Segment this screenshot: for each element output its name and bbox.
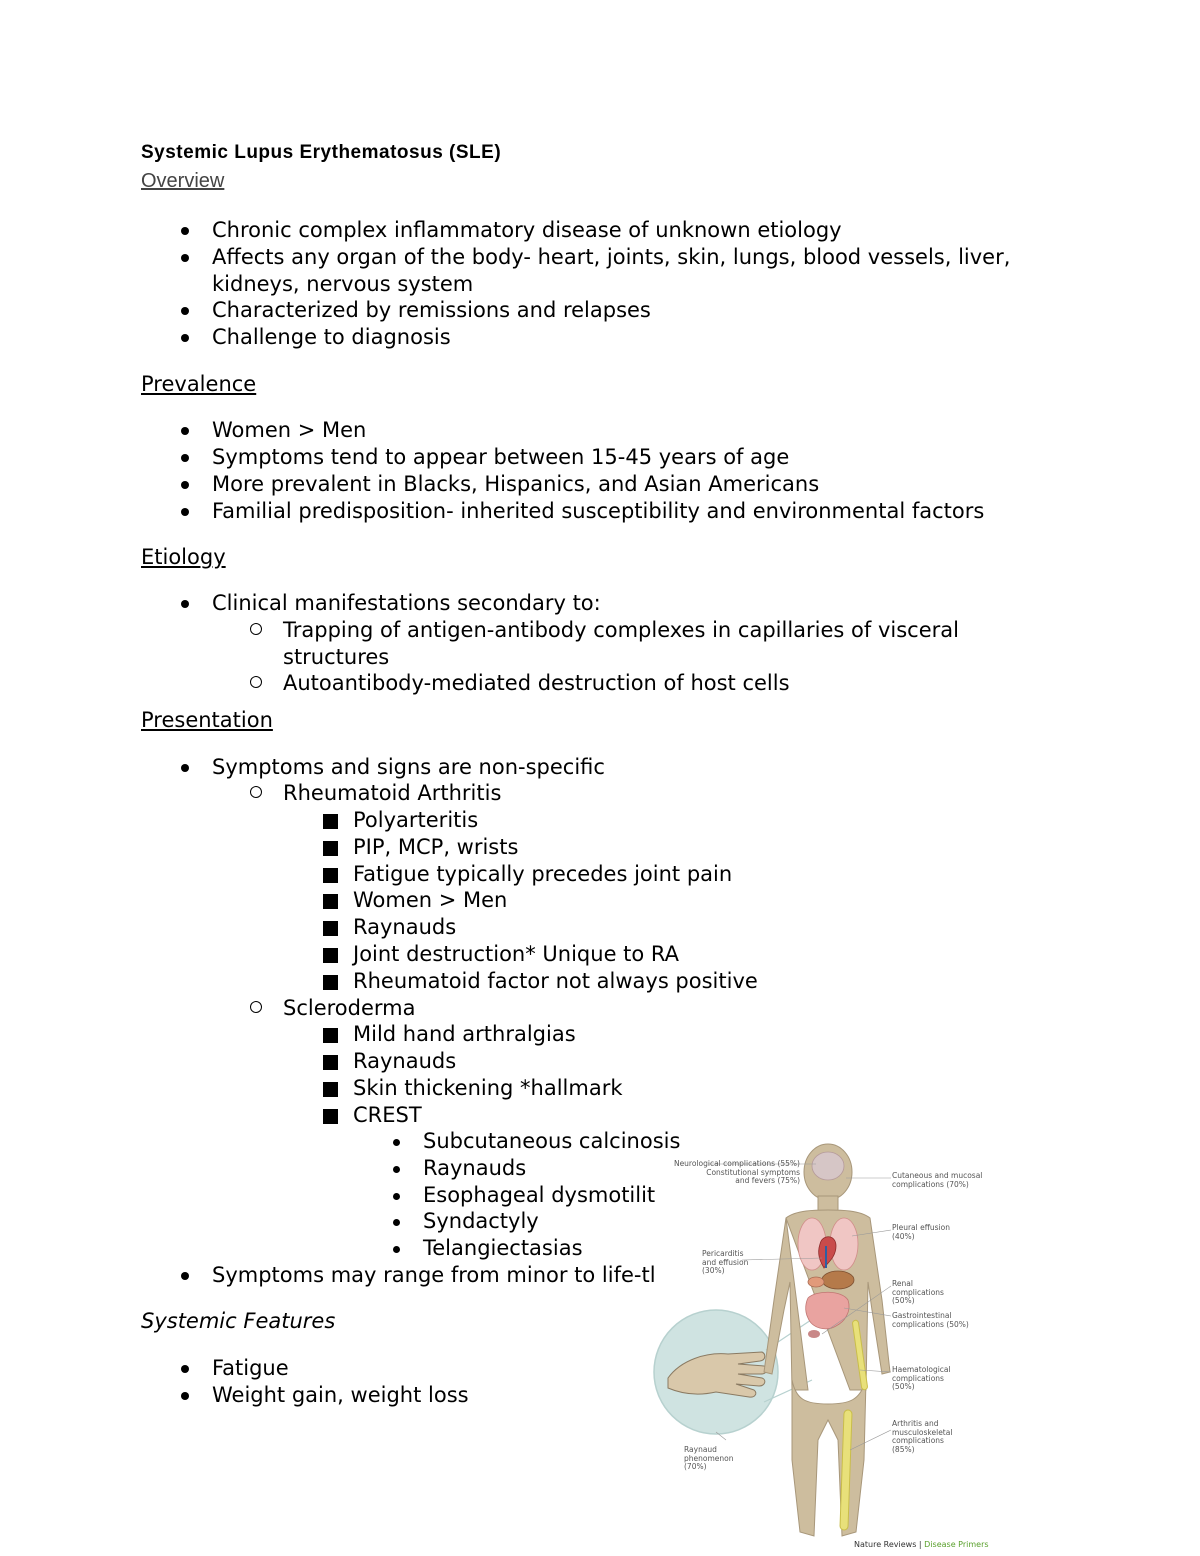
list-item: Women > Men: [212, 417, 366, 444]
figure-label-gi: Gastrointestinal complications (50%): [892, 1311, 969, 1329]
etiology-heading: Etiology: [141, 545, 226, 569]
square-bullet-icon: [323, 921, 338, 936]
sub-sub-list-item: Fatigue typically precedes joint pain: [353, 861, 732, 888]
square-bullet-icon: [323, 868, 338, 883]
human-body-illustration: [646, 1140, 990, 1552]
figure-label-pleural: Pleural effusion (40%): [892, 1223, 950, 1241]
sub-sub-list-item: PIP, MCP, wrists: [353, 834, 518, 861]
bullet-icon: [181, 254, 189, 262]
list-item: Symptoms tend to appear between 15-45 years of age: [212, 444, 789, 471]
bullet-icon: [393, 1166, 400, 1173]
sub-sub-list-item: Polyarteritis: [353, 807, 478, 834]
square-bullet-icon: [323, 1082, 338, 1097]
bullet-icon: [393, 1193, 400, 1200]
list-item: More prevalent in Blacks, Hispanics, and Asian Americans: [212, 471, 819, 498]
sub-sub-list-item: Women > Men: [353, 887, 507, 914]
bullet-icon: [181, 334, 189, 342]
list-item: Clinical manifestations secondary to:: [212, 590, 601, 617]
body-silhouette: [764, 1144, 890, 1536]
bullet-icon: [181, 764, 189, 772]
systemic-features-heading: Systemic Features: [141, 1309, 336, 1333]
list-item: Symptoms may range from minor to life-tl: [212, 1262, 656, 1289]
sub-sub-list-item: Mild hand arthralgias: [353, 1021, 576, 1048]
list-item: Fatigue: [212, 1355, 289, 1382]
square-bullet-icon: [323, 1055, 338, 1070]
sub-sub-list-item: CREST: [353, 1102, 422, 1129]
prevalence-heading: Prevalence: [141, 372, 257, 396]
sub-sub-list-item: Rheumatoid factor not always positive: [353, 968, 758, 995]
figure-credit: Nature Reviews | Disease Primers: [854, 1540, 989, 1549]
liver: [822, 1271, 854, 1289]
square-bullet-icon: [323, 975, 338, 990]
sub-list-item: Trapping of antigen-antibody complexes in capillaries of visceral: [283, 617, 959, 644]
bullet-icon: [181, 427, 189, 435]
bullet-icon: [181, 1392, 189, 1400]
crest-list-item: Telangiectasias: [423, 1235, 583, 1262]
crest-list-item: Raynauds: [423, 1155, 526, 1182]
figure-label-raynaud: Raynaud phenomenon (70%): [684, 1445, 734, 1471]
square-bullet-icon: [323, 814, 338, 829]
list-item: Characterized by remissions and relapses: [212, 297, 651, 324]
sub-sub-list-item: Joint destruction* Unique to RA: [353, 941, 679, 968]
bullet-icon: [181, 227, 189, 235]
square-bullet-icon: [323, 894, 338, 909]
document-title: Systemic Lupus Erythematosus (SLE): [141, 142, 502, 163]
square-bullet-icon: [323, 1028, 338, 1043]
figure-label-renal: Renal complications (50%): [892, 1279, 944, 1305]
stomach: [808, 1277, 824, 1287]
figure-label-neuro: Neurological complications (55%) Constitutional symptoms and fevers (75%): [673, 1159, 800, 1185]
figure-label-arthritis: Arthritis and musculoskeletal complications (85%): [892, 1419, 953, 1454]
sle-organ-involvement-figure: [646, 1140, 990, 1552]
list-item: Chronic complex inflammatory disease of unknown etiology: [212, 217, 842, 244]
crest-list-item: Esophageal dysmotilit: [423, 1182, 655, 1209]
figure-label-cutaneous: Cutaneous and mucosal complications (70%): [892, 1171, 983, 1189]
sub-list-item: Rheumatoid Arthritis: [283, 780, 501, 807]
circle-bullet-icon: [250, 786, 262, 798]
presentation-heading: Presentation: [141, 708, 273, 732]
bullet-icon: [181, 454, 189, 462]
circle-bullet-icon: [250, 623, 262, 635]
bullet-icon: [181, 481, 189, 489]
sub-sub-list-item: Raynauds: [353, 914, 456, 941]
overview-heading: Overview: [141, 170, 225, 192]
kidney: [808, 1330, 820, 1338]
sub-list-item: Autoantibody-mediated destruction of host cells: [283, 670, 790, 697]
bullet-icon: [181, 307, 189, 315]
sub-sub-list-item: Skin thickening *hallmark: [353, 1075, 623, 1102]
bullet-icon: [393, 1139, 400, 1146]
circle-bullet-icon: [250, 1001, 262, 1013]
list-item: Challenge to diagnosis: [212, 324, 451, 351]
square-bullet-icon: [323, 948, 338, 963]
list-item-continuation: kidneys, nervous system: [212, 272, 474, 296]
sub-list-item-continuation: structures: [283, 645, 390, 669]
figure-label-pericarditis: Pericarditis and effusion (30%): [702, 1249, 749, 1275]
bullet-icon: [181, 508, 189, 516]
figure-label-haematological: Haematological complications (50%): [892, 1365, 951, 1391]
square-bullet-icon: [323, 1109, 338, 1124]
list-item: Symptoms and signs are non-specific: [212, 754, 605, 781]
sub-list-item: Scleroderma: [283, 995, 416, 1022]
crest-list-item: Syndactyly: [423, 1208, 539, 1235]
bullet-icon: [393, 1219, 400, 1226]
bullet-icon: [181, 1365, 189, 1373]
list-item: Weight gain, weight loss: [212, 1382, 469, 1409]
bullet-icon: [393, 1246, 400, 1253]
sub-sub-list-item: Raynauds: [353, 1048, 456, 1075]
square-bullet-icon: [323, 841, 338, 856]
bullet-icon: [181, 1272, 189, 1280]
circle-bullet-icon: [250, 676, 262, 688]
list-item: Affects any organ of the body- heart, joints, skin, lungs, blood vessels, liver,: [212, 244, 1010, 271]
list-item: Familial predisposition- inherited susceptibility and environmental factors: [212, 498, 984, 525]
crest-list-item: Subcutaneous calcinosis: [423, 1128, 680, 1155]
brain: [812, 1152, 844, 1180]
bullet-icon: [181, 600, 189, 608]
